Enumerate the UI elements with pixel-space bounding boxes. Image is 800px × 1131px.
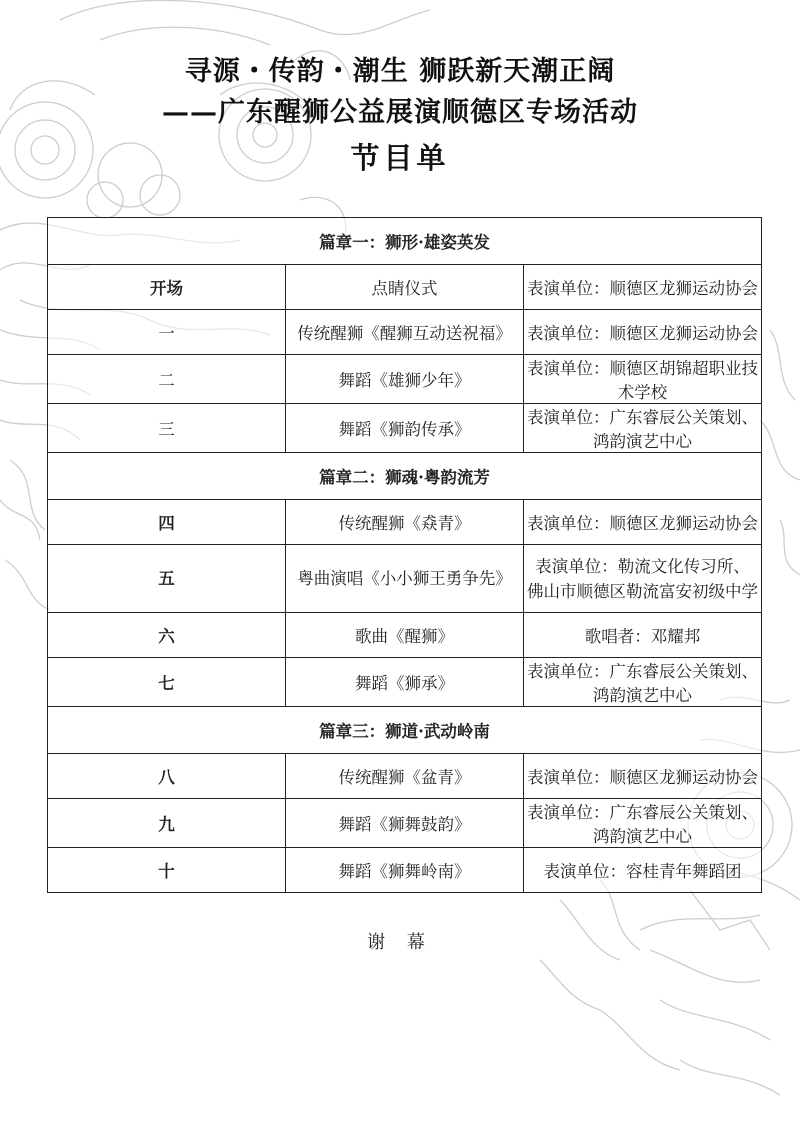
chapter-row xyxy=(48,707,762,754)
program-table xyxy=(47,217,762,893)
table-row xyxy=(48,658,762,707)
item-unit: 表演单位：广东睿辰公关策划、鸿韵演艺中心 xyxy=(524,799,762,848)
item-piece: 舞蹈《狮承》 xyxy=(286,658,524,707)
table-row xyxy=(48,404,762,453)
item-unit-line-2: 佛山市顺德区勒流富安初级中学 xyxy=(527,581,758,601)
item-piece: 粤曲演唱《小小狮王勇争先》 xyxy=(286,545,524,613)
item-number: 七 xyxy=(48,658,286,707)
item-number: 六 xyxy=(48,613,286,658)
item-number: 九 xyxy=(48,799,286,848)
item-unit: 表演单位：顺德区胡锦超职业技术学校 xyxy=(524,355,762,404)
event-title-line-1: 寻源・传韵・潮生 狮跃新天潮正阔 xyxy=(184,56,616,87)
event-title-line-2: ——广东醒狮公益展演顺德区专场活动 xyxy=(162,97,638,128)
table-row xyxy=(48,613,762,658)
table-row xyxy=(48,355,762,404)
table-row xyxy=(48,500,762,545)
item-number: 八 xyxy=(48,754,286,799)
item-number: 一 xyxy=(48,310,286,355)
item-unit: 表演单位：顺德区龙狮运动协会 xyxy=(524,754,762,799)
item-number: 四 xyxy=(48,500,286,545)
item-unit: 表演单位：顺德区龙狮运动协会 xyxy=(524,500,762,545)
item-number: 十 xyxy=(48,848,286,893)
item-unit: 表演单位：容桂青年舞蹈团 xyxy=(524,848,762,893)
item-unit: 表演单位：广东睿辰公关策划、鸿韵演艺中心 xyxy=(524,404,762,453)
item-piece: 舞蹈《雄狮少年》 xyxy=(286,355,524,404)
table-row xyxy=(48,545,762,613)
closing-text: 谢 幕 xyxy=(367,932,433,953)
item-number: 二 xyxy=(48,355,286,404)
item-piece: 传统醒狮《醒狮互动送祝福》 xyxy=(286,310,524,355)
chapter-title: 篇章二：狮魂·粤韵流芳 xyxy=(48,453,762,500)
item-unit: 歌唱者：邓耀邦 xyxy=(524,613,762,658)
item-number: 五 xyxy=(48,545,286,613)
chapter-row xyxy=(48,218,762,265)
item-piece: 舞蹈《狮韵传承》 xyxy=(286,404,524,453)
table-row xyxy=(48,310,762,355)
chapter-row xyxy=(48,453,762,500)
item-number: 开场 xyxy=(48,265,286,310)
item-unit: 表演单位：广东睿辰公关策划、鸿韵演艺中心 xyxy=(524,658,762,707)
chapter-title: 篇章一：狮形·雄姿英发 xyxy=(48,218,762,265)
table-row xyxy=(48,265,762,310)
table-row xyxy=(48,754,762,799)
chapter-title: 篇章三：狮道·武动岭南 xyxy=(48,707,762,754)
program-title: 节目单 xyxy=(350,141,450,175)
item-unit: 表演单位：顺德区龙狮运动协会 xyxy=(524,265,762,310)
item-piece: 点睛仪式 xyxy=(286,265,524,310)
table-row xyxy=(48,848,762,893)
item-piece: 舞蹈《狮舞鼓韵》 xyxy=(286,799,524,848)
item-number: 三 xyxy=(48,404,286,453)
item-unit: 表演单位：顺德区龙狮运动协会 xyxy=(524,310,762,355)
item-piece: 传统醒狮《猋青》 xyxy=(286,500,524,545)
item-unit-line-1: 表演单位：勒流文化传习所、 xyxy=(535,556,750,576)
item-piece: 传统醒狮《盆青》 xyxy=(286,754,524,799)
item-piece: 舞蹈《狮舞岭南》 xyxy=(286,848,524,893)
table-row xyxy=(48,799,762,848)
item-unit xyxy=(524,545,762,613)
item-piece: 歌曲《醒狮》 xyxy=(286,613,524,658)
